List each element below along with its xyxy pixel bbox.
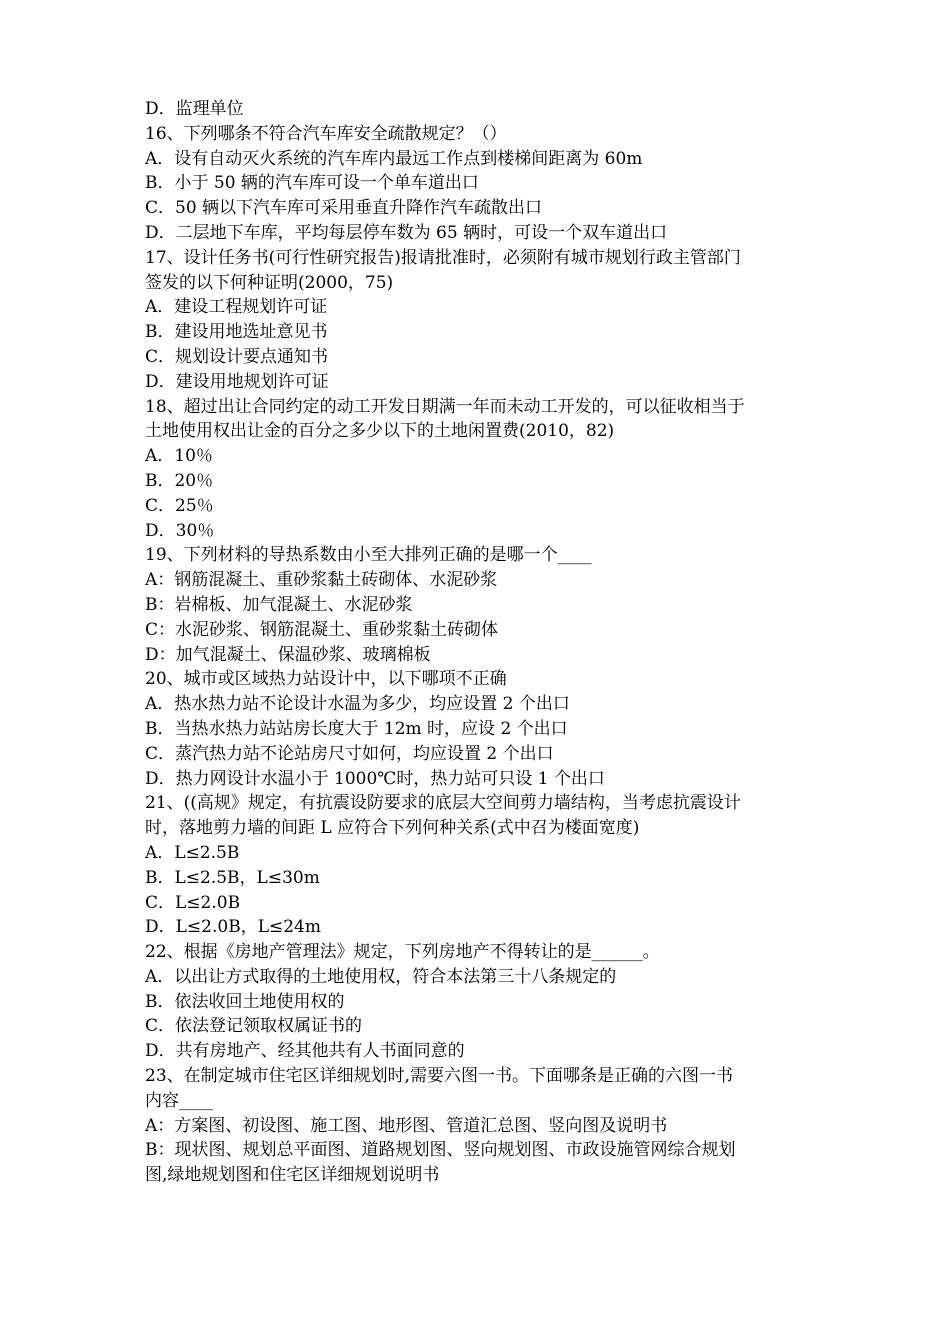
option-line: A．L≤2.5B — [145, 842, 240, 863]
option-line: D．L≤2.0B，L≤24m — [145, 917, 321, 938]
question-18-cont: 土地使用权出让金的百分之多少以下的土地闲置费(2010，82) — [145, 421, 615, 442]
option-line: A：方案图、初设图、施工图、地形图、管道汇总图、竖向图及说明书 — [145, 1115, 668, 1136]
question-17: 17、设计任务书(可行性研究报告)报请批准时，必须附有城市规划行政主管部门 — [145, 247, 741, 268]
option-line: A：钢筋混凝土、重砂浆黏土砖砌体、水泥砂浆 — [145, 570, 498, 591]
question-16: 16、下列哪条不符合汽车库安全疏散规定？（） — [145, 123, 507, 144]
option-line: A．10％ — [145, 446, 213, 467]
question-17-cont: 签发的以下何种证明(2000，75) — [145, 272, 394, 293]
option-line: B．L≤2.5B，L≤30m — [145, 867, 320, 888]
option-line: B．建设用地选址意见书 — [145, 322, 328, 343]
option-line: D：加气混凝土、保温砂浆、玻璃棉板 — [145, 644, 431, 665]
option-line: C．25％ — [145, 495, 214, 516]
option-line: A．设有自动灭火系统的汽车库内最远工作点到楼梯间距离为 60m — [145, 148, 643, 169]
option-line: C．50 辆以下汽车库可采用垂直升降作汽车疏散出口 — [145, 198, 543, 219]
question-22: 22、根据《房地产管理法》规定，下列房地产不得转让的是______。 — [145, 942, 660, 963]
option-line: D．二层地下车库，平均每层停车数为 65 辆时，可设一个双车道出口 — [145, 222, 668, 243]
option-line: A．热水热力站不论设计水温为多少，均应设置 2 个出口 — [145, 694, 570, 715]
question-23-cont: 内容____ — [145, 1090, 213, 1111]
question-23: 23、在制定城市住宅区详细规划时,需要六图一书。下面哪条是正确的六图一书 — [145, 1066, 734, 1087]
question-18: 18、超过出让合同约定的动工开发日期满一年而未动工开发的，可以征收相当于 — [145, 396, 745, 417]
option-line: C：水泥砂浆、钢筋混凝土、重砂浆黏土砖砌体 — [145, 619, 499, 640]
option-line: B：现状图、规划总平面图、道路规划图、竖向规划图、市政设施管网综合规划 — [145, 1140, 736, 1161]
option-line: D．监理单位 — [145, 99, 244, 119]
option-line: C．L≤2.0B — [145, 892, 241, 913]
option-line: B．小于 50 辆的汽车库可设一个单车道出口 — [145, 173, 479, 194]
option-line: B．20％ — [145, 470, 214, 491]
option-line: D．30％ — [145, 520, 215, 541]
option-line: C．规划设计要点通知书 — [145, 346, 329, 367]
option-line: C．蒸汽热力站不论站房尺寸如何，均应设置 2 个出口 — [145, 743, 554, 764]
option-line: C．依法登记领取权属证书的 — [145, 1016, 363, 1037]
option-line: A．以出让方式取得的土地使用权，符合本法第三十八条规定的 — [145, 966, 617, 987]
question-20: 20、城市或区域热力站设计中，以下哪项不正确 — [145, 669, 507, 690]
option-line: A．建设工程规划许可证 — [145, 297, 328, 318]
option-line: B：岩棉板、加气混凝土、水泥砂浆 — [145, 594, 413, 615]
question-19: 19、下列材料的导热系数由小至大排列正确的是哪一个____ — [145, 545, 592, 566]
option-line: D．热力网设计水温小于 1000℃时，热力站可只设 1 个出口 — [145, 768, 605, 789]
option-line: D．建设用地规划许可证 — [145, 371, 329, 392]
question-21-cont: 时，落地剪力墙的间距 L 应符合下列何种关系(式中召为楼面宽度) — [145, 818, 640, 839]
option-line-cont: 图,绿地规划图和住宅区详细规划说明书 — [145, 1165, 440, 1186]
option-line: B．当热水热力站站房长度大于 12m 时，应设 2 个出口 — [145, 718, 568, 739]
option-line: D．共有房地产、经其他共有人书面同意的 — [145, 1041, 465, 1062]
document-body — [145, 97, 813, 1188]
question-21: 21、((高规》规定，有抗震设防要求的底层大空间剪力墙结构，当考虑抗震设计 — [145, 793, 741, 814]
option-line: B．依法收回土地使用权的 — [145, 991, 345, 1012]
